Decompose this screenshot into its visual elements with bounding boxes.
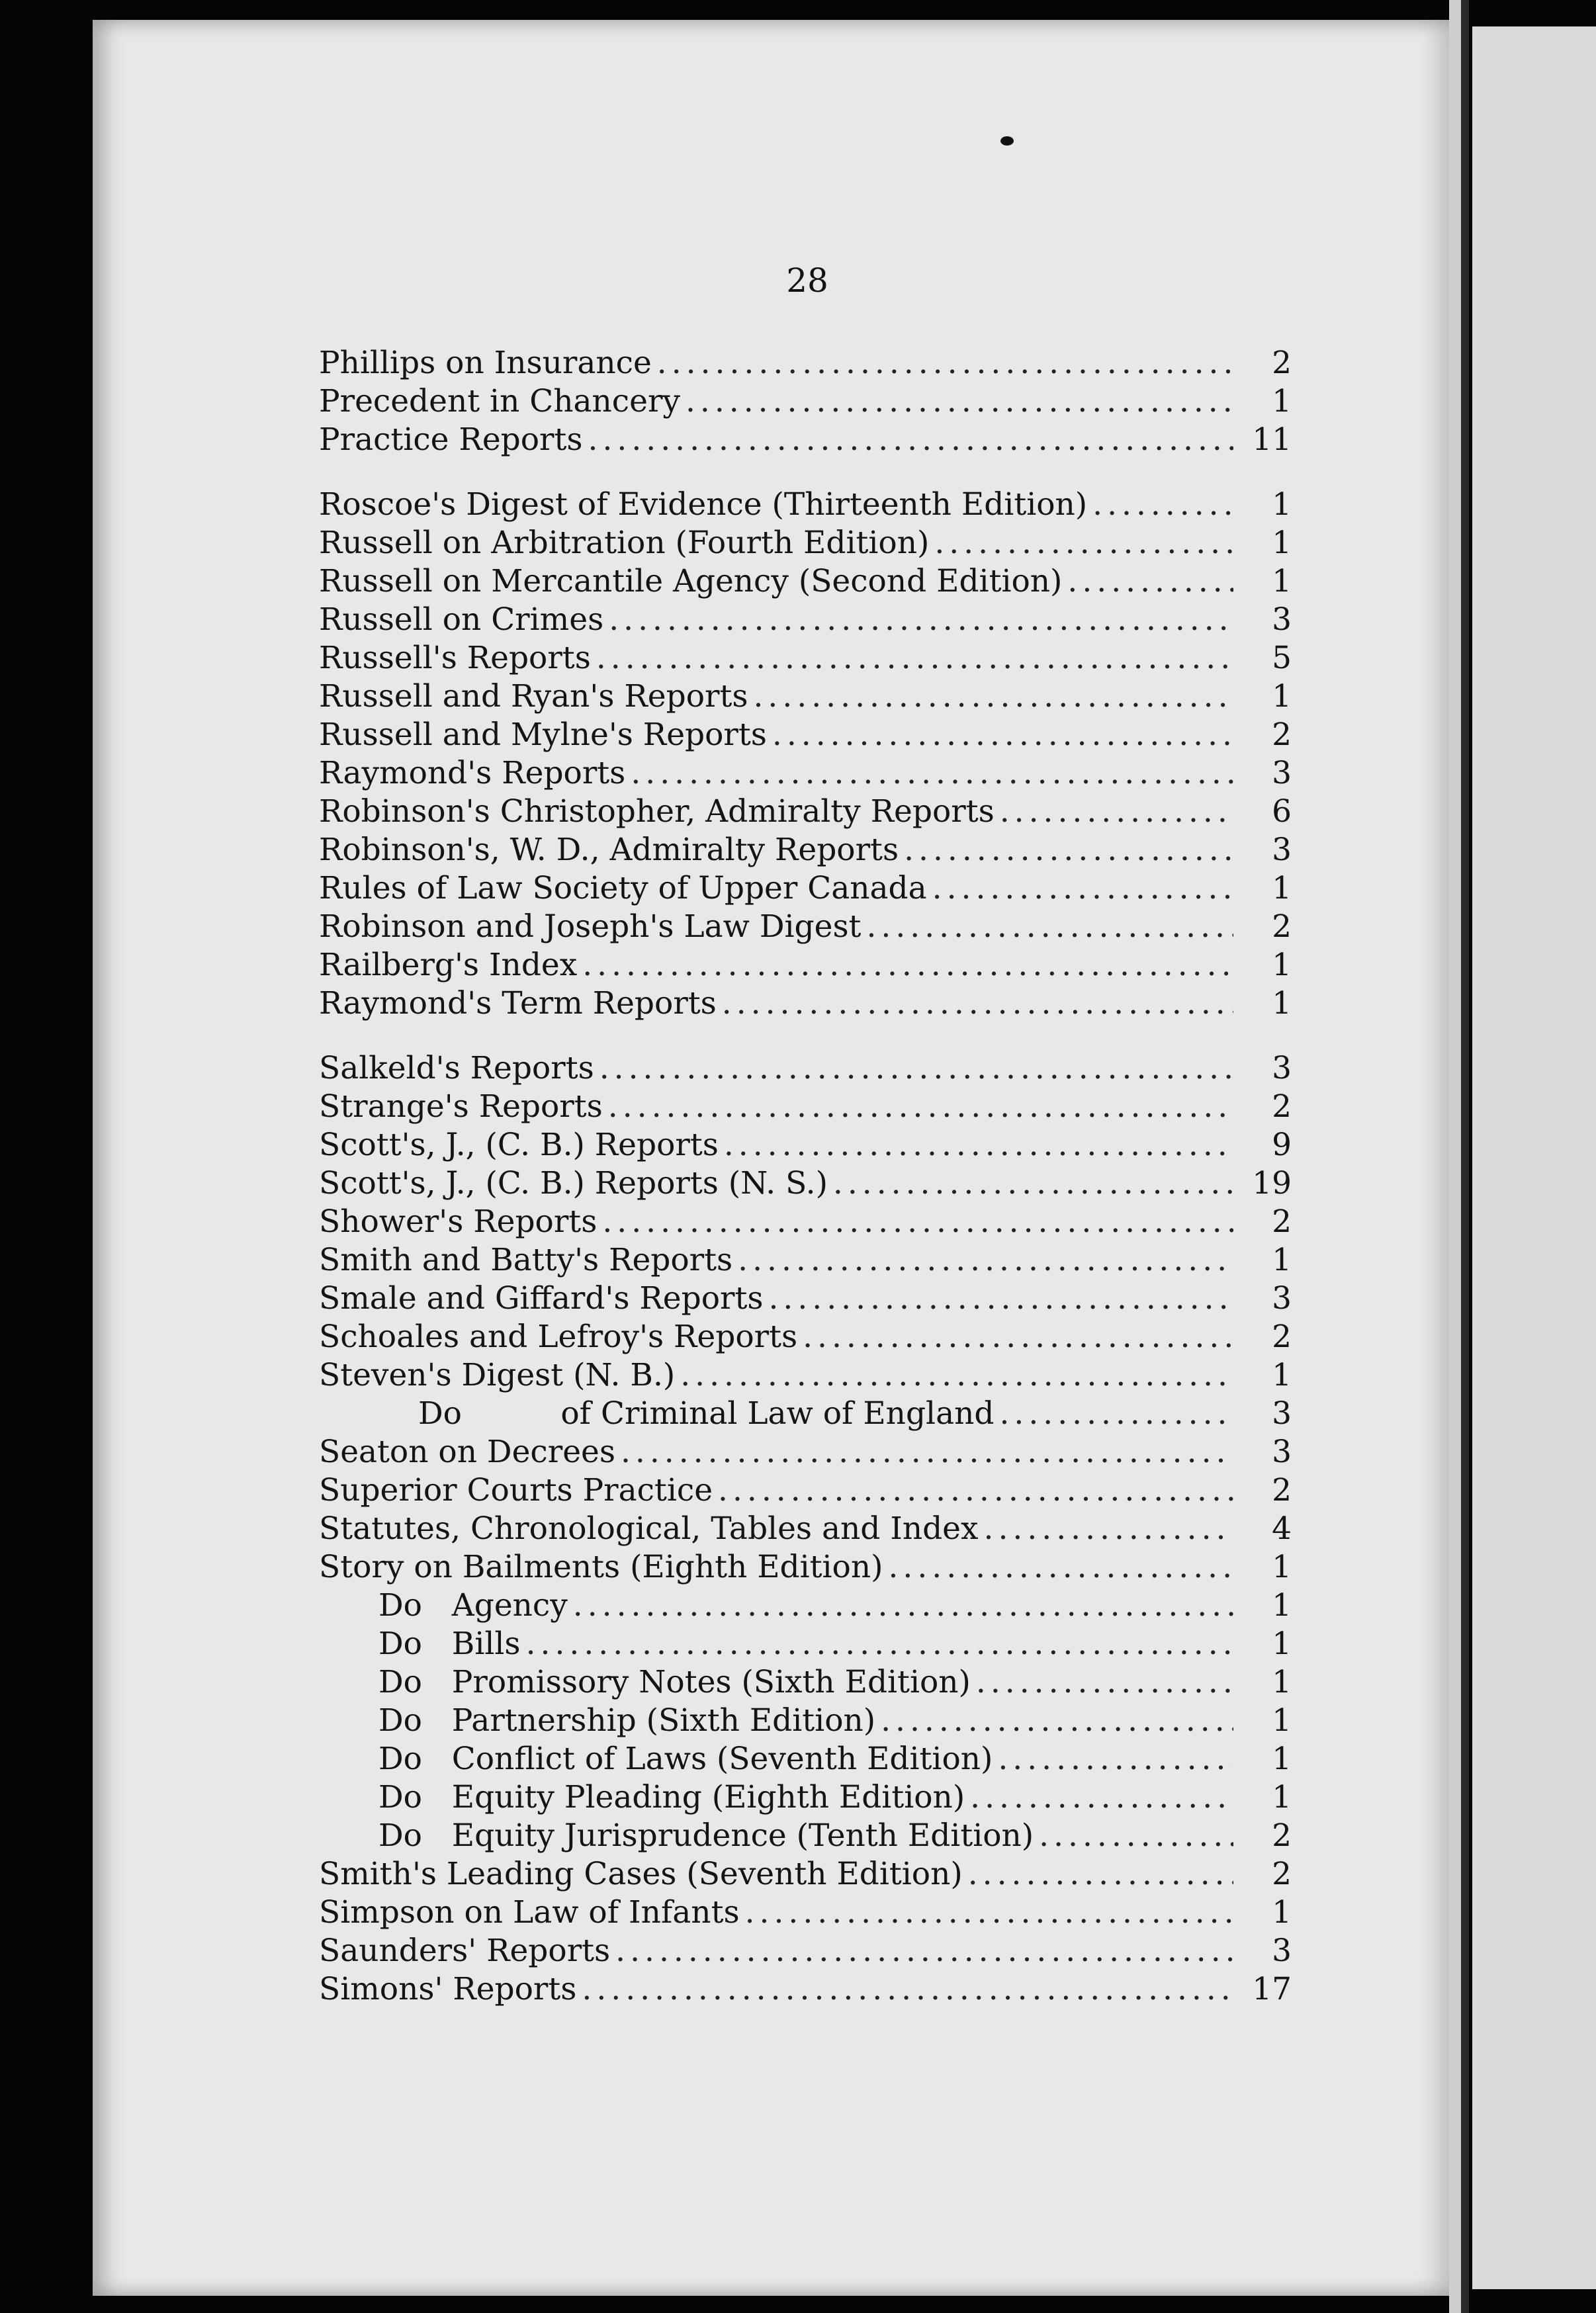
catalogue-entry (319, 716, 1292, 754)
dot-leader (582, 946, 1233, 984)
entry-volume-count: 3 (1272, 832, 1292, 868)
entry-volume-count: 2 (1272, 1817, 1292, 1854)
catalogue-entry (319, 1548, 1292, 1587)
entry-title: Strange's Reports (319, 1088, 603, 1125)
dot-leader (1000, 793, 1233, 831)
catalogue-entry (319, 1970, 1292, 2009)
catalogue-index (319, 344, 1292, 2035)
entry-title: Schoales and Lefroy's Reports (319, 1319, 798, 1355)
entry-volume-count: 1 (1272, 563, 1292, 599)
dot-leader (934, 524, 1233, 562)
dot-leader (526, 1625, 1233, 1663)
entry-volume-count: 4 (1272, 1510, 1292, 1547)
dot-leader (984, 1510, 1233, 1548)
page-number: 28 (786, 261, 828, 300)
entry-volume-count: 2 (1272, 1088, 1292, 1125)
entry-volume-count: 1 (1272, 1587, 1292, 1624)
dot-leader (833, 1164, 1233, 1203)
page-edge (1449, 0, 1461, 2313)
catalogue-entry (319, 1817, 1292, 1855)
catalogue-entry (319, 524, 1292, 562)
dot-leader (803, 1318, 1233, 1356)
catalogue-entry (319, 1203, 1292, 1241)
entry-title: Rules of Law Society of Upper Canada (319, 870, 927, 906)
entry-title: Precedent in Chancery (319, 383, 680, 419)
dot-leader (609, 601, 1233, 639)
catalogue-entry (319, 344, 1292, 382)
entry-title: Saunders' Reports (319, 1933, 611, 1969)
entry-title: Scott's, J., (C. B.) Reports (319, 1127, 719, 1163)
catalogue-entry (319, 1049, 1292, 1088)
dot-leader (718, 1471, 1233, 1510)
entry-volume-count: 6 (1272, 793, 1292, 830)
dot-leader (1039, 1817, 1233, 1855)
catalogue-section (319, 344, 1292, 459)
entry-volume-count: 3 (1272, 1933, 1292, 1969)
entry-title: Do Bills (378, 1626, 521, 1662)
entry-title: Smith and Batty's Reports (319, 1242, 733, 1278)
catalogue-section (319, 1049, 1292, 2009)
entry-volume-count: 1 (1272, 1549, 1292, 1585)
dot-leader (881, 1702, 1233, 1740)
entry-title: Russell on Arbitration (Fourth Edition) (319, 525, 930, 561)
catalogue-entry (319, 869, 1292, 908)
catalogue-entry (319, 1471, 1292, 1510)
dot-leader (599, 1049, 1233, 1088)
dot-leader (888, 1548, 1233, 1587)
dot-leader (588, 421, 1234, 459)
dot-leader (968, 1855, 1233, 1894)
entry-volume-count: 1 (1272, 1242, 1292, 1278)
catalogue-entry (319, 1587, 1292, 1625)
entry-volume-count: 2 (1272, 345, 1292, 381)
entry-title: Raymond's Reports (319, 755, 626, 791)
entry-title: Russell's Reports (319, 640, 591, 676)
catalogue-entry (319, 601, 1292, 639)
ink-spot (1000, 136, 1014, 146)
entry-title: Russell on Crimes (319, 601, 604, 638)
catalogue-entry (319, 946, 1292, 984)
dot-leader (768, 1280, 1233, 1318)
entry-title: Simons' Reports (319, 1971, 577, 2007)
catalogue-entry (319, 1356, 1292, 1395)
catalogue-entry (319, 562, 1292, 601)
entry-title: Do Equity Pleading (Eighth Edition) (378, 1779, 965, 1815)
dot-leader (573, 1587, 1233, 1625)
entry-title: Phillips on Insurance (319, 345, 652, 381)
entry-title: Shower's Reports (319, 1203, 598, 1240)
dot-leader (753, 677, 1233, 716)
dot-leader (1067, 562, 1233, 601)
catalogue-entry (319, 1702, 1292, 1740)
entry-title: Scott's, J., (C. B.) Reports (N. S.) (319, 1165, 828, 1201)
catalogue-section (319, 486, 1292, 1023)
entry-volume-count: 1 (1272, 383, 1292, 419)
entry-volume-count: 1 (1272, 1626, 1292, 1662)
entry-title: Russell and Mylne's Reports (319, 717, 767, 753)
dot-leader (904, 831, 1233, 869)
catalogue-entry (319, 754, 1292, 793)
entry-volume-count: 1 (1272, 1779, 1292, 1815)
dot-leader (722, 984, 1233, 1023)
entry-volume-count: 2 (1272, 1319, 1292, 1355)
dot-leader (582, 1970, 1233, 2009)
entry-title: Superior Courts Practice (319, 1472, 713, 1508)
entry-volume-count: 17 (1252, 1971, 1292, 2007)
entry-title: Robinson and Joseph's Law Digest (319, 908, 862, 945)
entry-title: Do Partnership (Sixth Edition) (378, 1702, 876, 1739)
entry-volume-count: 1 (1272, 678, 1292, 715)
dot-leader (999, 1395, 1233, 1433)
dot-leader (686, 382, 1233, 421)
catalogue-entry (319, 1241, 1292, 1280)
entry-title: Russell and Ryan's Reports (319, 678, 748, 715)
catalogue-entry (319, 1625, 1292, 1663)
entry-title: Do of Criminal Law of England (418, 1395, 995, 1432)
catalogue-entry (319, 1932, 1292, 1970)
entry-title: Simpson on Law of Infants (319, 1894, 740, 1931)
entry-volume-count: 2 (1272, 717, 1292, 753)
dot-leader (970, 1778, 1233, 1817)
entry-volume-count: 3 (1272, 1395, 1292, 1432)
dot-leader (998, 1740, 1233, 1778)
entry-volume-count: 1 (1272, 1664, 1292, 1700)
catalogue-entry (319, 1855, 1292, 1894)
catalogue-entry (319, 421, 1292, 459)
catalogue-entry (319, 1126, 1292, 1164)
catalogue-entry (319, 1894, 1292, 1932)
entry-title: Do Promissory Notes (Sixth Edition) (378, 1664, 971, 1700)
dot-leader (680, 1356, 1233, 1395)
dot-leader (631, 754, 1233, 793)
entry-title: Raymond's Term Reports (319, 985, 717, 1022)
entry-volume-count: 2 (1272, 1472, 1292, 1508)
entry-volume-count: 11 (1252, 421, 1292, 458)
catalogue-entry (319, 382, 1292, 421)
entry-title: Story on Bailments (Eighth Edition) (319, 1549, 883, 1585)
dot-leader (621, 1433, 1233, 1471)
entry-volume-count: 2 (1272, 1203, 1292, 1240)
entry-volume-count: 2 (1272, 908, 1292, 945)
catalogue-entry (319, 1088, 1292, 1126)
entry-volume-count: 1 (1272, 947, 1292, 983)
catalogue-entry (319, 677, 1292, 716)
entry-title: Robinson's, W. D., Admiralty Reports (319, 832, 899, 868)
dot-leader (615, 1932, 1233, 1970)
entry-volume-count: 1 (1272, 1357, 1292, 1393)
entry-title: Practice Reports (319, 421, 583, 458)
dot-leader (745, 1894, 1233, 1932)
entry-volume-count: 1 (1272, 1741, 1292, 1777)
catalogue-entry (319, 1433, 1292, 1471)
dot-leader (724, 1126, 1233, 1164)
binding-shadow (1461, 0, 1469, 2313)
dot-leader (608, 1088, 1233, 1126)
entry-volume-count: 1 (1272, 1894, 1292, 1931)
entry-title: Smale and Giffard's Reports (319, 1280, 764, 1317)
catalogue-entry (319, 984, 1292, 1023)
entry-volume-count: 3 (1272, 1434, 1292, 1470)
catalogue-entry (319, 793, 1292, 831)
entry-title: Smith's Leading Cases (Seventh Edition) (319, 1856, 963, 1892)
entry-volume-count: 1 (1272, 525, 1292, 561)
dot-leader (932, 869, 1233, 908)
dot-leader (772, 716, 1233, 754)
entry-title: Do Agency (378, 1587, 568, 1624)
catalogue-entry (319, 1740, 1292, 1778)
entry-title: Do Conflict of Laws (Seventh Edition) (378, 1741, 993, 1777)
entry-title: Do Equity Jurisprudence (Tenth Edition) (378, 1817, 1034, 1854)
entry-title: Seaton on Decrees (319, 1434, 615, 1470)
entry-volume-count: 1 (1272, 486, 1292, 523)
entry-title: Russell on Mercantile Agency (Second Edition) (319, 563, 1063, 599)
dot-leader (596, 639, 1233, 677)
entry-volume-count: 5 (1272, 640, 1292, 676)
catalogue-entry (319, 1280, 1292, 1318)
dot-leader (738, 1241, 1233, 1280)
catalogue-entry (319, 1395, 1292, 1433)
entry-volume-count: 3 (1272, 1280, 1292, 1317)
entry-volume-count: 1 (1272, 1702, 1292, 1739)
catalogue-entry (319, 1778, 1292, 1817)
entry-title: Statutes, Chronological, Tables and Index (319, 1510, 979, 1547)
catalogue-entry (319, 486, 1292, 524)
dot-leader (976, 1663, 1233, 1702)
entry-volume-count: 3 (1272, 1050, 1292, 1086)
catalogue-entry (319, 908, 1292, 946)
catalogue-entry (319, 639, 1292, 677)
entry-title: Steven's Digest (N. B.) (319, 1357, 676, 1393)
catalogue-entry (319, 1663, 1292, 1702)
entry-volume-count: 3 (1272, 601, 1292, 638)
entry-volume-count: 1 (1272, 870, 1292, 906)
dot-leader (657, 344, 1233, 382)
entry-volume-count: 3 (1272, 755, 1292, 791)
entry-title: Railberg's Index (319, 947, 578, 983)
catalogue-entry (319, 1164, 1292, 1203)
adjacent-page (1472, 26, 1596, 2289)
dot-leader (602, 1203, 1233, 1241)
catalogue-entry (319, 1510, 1292, 1548)
entry-title: Robinson's Christopher, Admiralty Reports (319, 793, 995, 830)
entry-volume-count: 1 (1272, 985, 1292, 1022)
dot-leader (866, 908, 1233, 946)
entry-volume-count: 19 (1252, 1165, 1292, 1201)
entry-title: Roscoe's Digest of Evidence (Thirteenth Edition) (319, 486, 1088, 523)
entry-title: Salkeld's Reports (319, 1050, 594, 1086)
entry-volume-count: 9 (1272, 1127, 1292, 1163)
catalogue-entry (319, 1318, 1292, 1356)
dot-leader (1092, 486, 1233, 524)
catalogue-entry (319, 831, 1292, 869)
entry-volume-count: 2 (1272, 1856, 1292, 1892)
